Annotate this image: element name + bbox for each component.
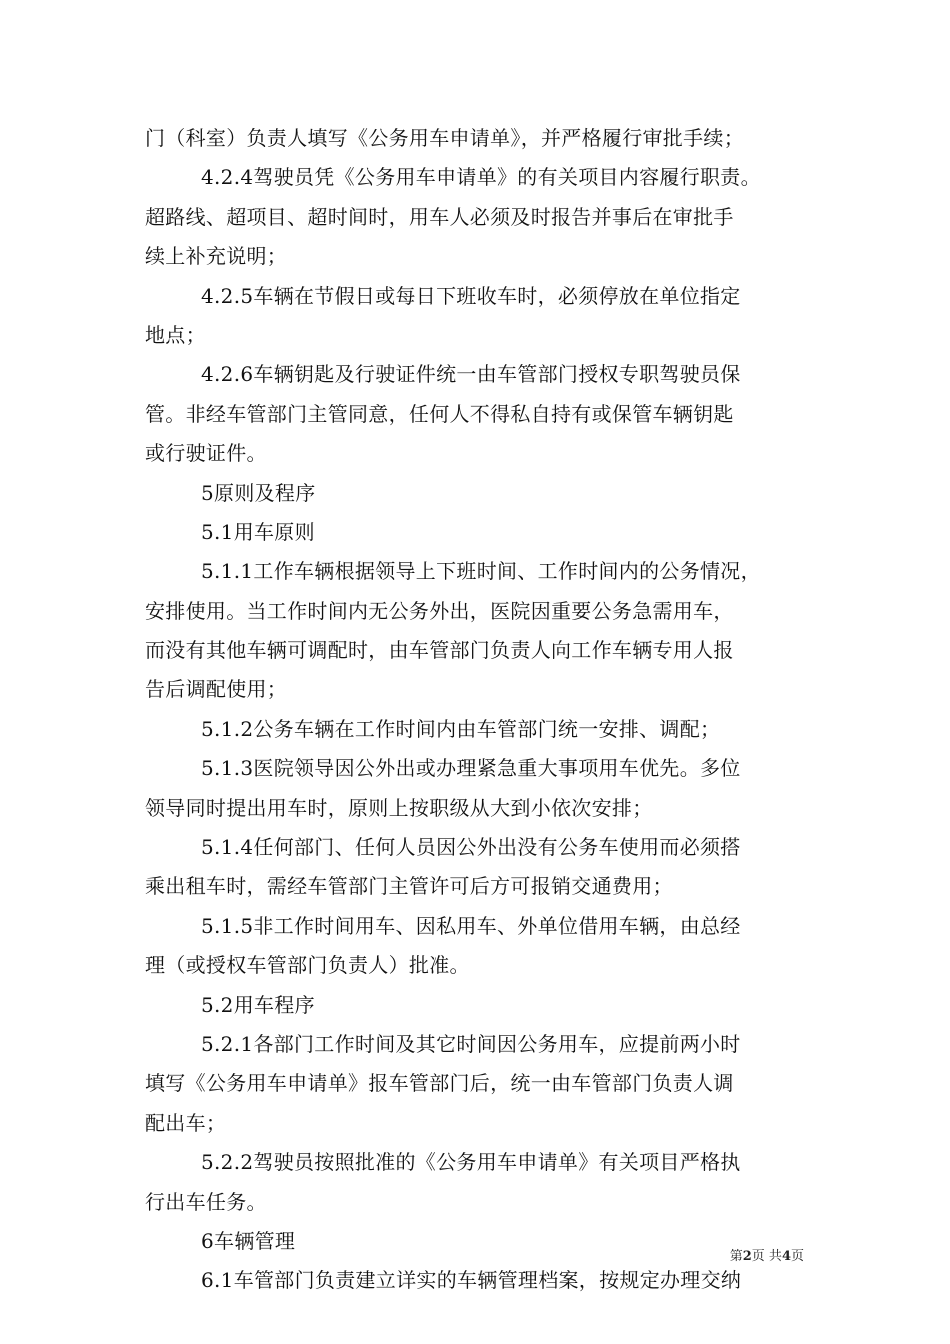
text-line: 5.1.3医院领导因公外出或办理紧急重大事项用车优先。多位 <box>201 756 741 781</box>
text-line: 而没有其他车辆可调配时，由车管部门负责人向工作车辆专用人报 <box>145 638 734 663</box>
text-line: 领导同时提出用车时，原则上按职级从大到小依次安排； <box>145 795 653 820</box>
text-line: 5.1.1工作车辆根据领导上下班时间、工作时间内的公务情况， <box>201 559 761 584</box>
text-line: 5.1.2公务车辆在工作时间内由车管部门统一安排、调配； <box>201 716 721 741</box>
text-line: 5原则及程序 <box>201 480 316 505</box>
page-footer <box>730 1248 804 1266</box>
text-line: 乘出租车时，需经车管部门主管许可后方可报销交通费用； <box>145 874 673 899</box>
text-line: 6车辆管理 <box>201 1228 296 1253</box>
text-line: 理（或授权车管部门负责人）批准。 <box>145 953 470 978</box>
footer-prefix: 第 <box>729 1249 743 1264</box>
text-line: 5.2用车程序 <box>201 992 315 1017</box>
document-body <box>145 119 810 1301</box>
footer-suffix: 页 <box>790 1249 804 1264</box>
footer-middle: 页 共 <box>751 1249 782 1264</box>
text-line: 门（科室）负责人填写《公务用车申请单》，并严格履行审批手续； <box>145 126 744 150</box>
text-line: 管。非经车管部门主管同意，任何人不得私自持有或保管车辆钥匙 <box>145 401 734 426</box>
text-line: 行出车任务。 <box>145 1189 267 1214</box>
text-line: 地点； <box>145 322 206 347</box>
text-line: 告后调配使用； <box>145 677 288 702</box>
text-line: 续上补充说明； <box>145 244 288 269</box>
text-line: 5.1用车原则 <box>201 519 315 544</box>
text-line: 填写《公务用车申请单》报车管部门后，统一由车管部门负责人调 <box>145 1071 734 1096</box>
total-page-number: 4 <box>781 1249 791 1264</box>
text-line: 5.2.2驾驶员按照批准的《公务用车申请单》有关项目严格执 <box>201 1150 741 1175</box>
text-line: 4.2.6车辆钥匙及行驶证件统一由车管部门授权专职驾驶员保 <box>201 362 741 387</box>
text-line: 5.1.4任何部门、任何人员因公外出没有公务车使用而必须搭 <box>201 835 741 860</box>
text-line: 5.1.5非工作时间用车、因私用车、外单位借用车辆，由总经 <box>201 913 741 938</box>
text-line: 4.2.4驾驶员凭《公务用车申请单》的有关项目内容履行职责。 <box>201 165 761 190</box>
current-page-number: 2 <box>742 1249 752 1264</box>
text-line: 配出车； <box>145 1110 227 1135</box>
text-line: 4.2.5车辆在节假日或每日下班收车时，必须停放在单位指定 <box>201 283 741 308</box>
text-line: 超路线、超项目、超时间时，用车人必须及时报告并事后在审批手 <box>145 204 734 229</box>
text-line: 或行驶证件。 <box>145 441 267 466</box>
text-line: 5.2.1各部门工作时间及其它时间因公务用车，应提前两小时 <box>201 1031 741 1056</box>
text-line: 安排使用。当工作时间内无公务外出，医院因重要公务急需用车， <box>145 598 734 623</box>
text-line: 6.1车管部门负责建立详实的车辆管理档案，按规定办理交纳 <box>201 1268 742 1293</box>
